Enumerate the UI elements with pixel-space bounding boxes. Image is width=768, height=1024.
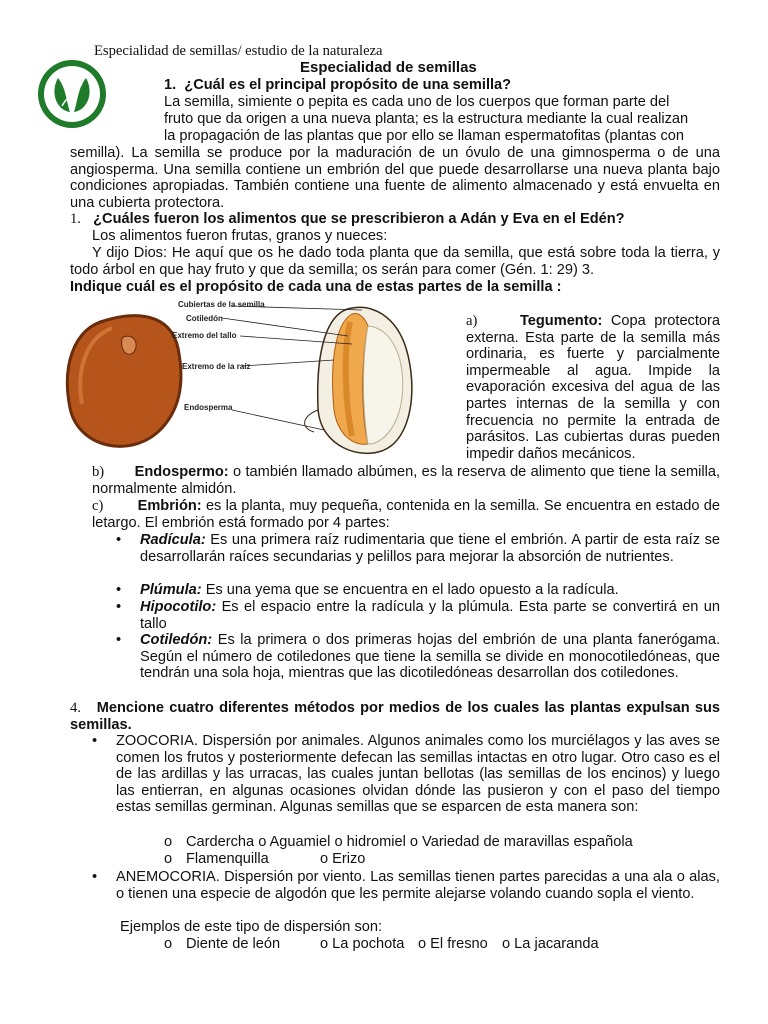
question-4-number: 4. <box>70 700 81 716</box>
question-4 <box>70 700 720 733</box>
question-1 <box>164 77 511 94</box>
plumula-term: Plúmula: <box>140 582 202 598</box>
part-b-term: Endospermo: <box>134 464 229 480</box>
zoocoria-example-1-text: Cardercha o Aguamiel o hidromiel o Variedad de maravillas española <box>186 834 633 850</box>
question-3: Indique cuál es el propósito de cada una de estas partes de la semilla : <box>70 279 562 295</box>
part-c-line <box>92 498 720 531</box>
document-title: Especialidad de semillas <box>300 59 477 76</box>
circle-bullet-icon: o <box>164 936 173 952</box>
question-1-number: 1. <box>164 77 177 93</box>
circle-bullet-icon: o <box>164 834 173 850</box>
zoocoria-example-2 <box>164 851 366 868</box>
bullet-icon: • <box>116 532 122 548</box>
answer-1-line-3: la propagación de las plantas que por ello se llaman espermatofitas (plantas con <box>164 128 685 144</box>
anemocoria-example-4: o La jacaranda <box>502 936 599 952</box>
anemocoria-examples <box>164 936 724 953</box>
bullet-icon: • <box>92 733 98 749</box>
zoocoria-example-1 <box>164 834 633 851</box>
bullet-icon: • <box>92 869 98 885</box>
bean-seed-illustration <box>67 316 181 447</box>
bullet-icon: • <box>116 632 122 648</box>
radicula-text: Es una primera raíz rudimentaria que tiene el embrión. A partir de esta raíz se desarrollarán raíces secundarias y pelillos para mejorar la absorción de nutrientes. <box>140 532 720 565</box>
part-c-term: Embrión: <box>137 498 202 514</box>
anemocoria-text: ANEMOCORIA. Dispersión por viento. Las semillas tienen partes parecidas a una ala o alas, o tienen una especie de algodón que les permite alejarse volando cuando sopla el viento. <box>116 869 720 902</box>
question-2-text: ¿Cuáles fueron los alimentos que se prescribieron a Adán y Eva en el Edén? <box>93 211 625 227</box>
question-4-text: Mencione cuatro diferentes métodos por medios de los cuales las plantas expulsan sus semillas. <box>70 700 720 733</box>
label-stem-tip: Extremo del tallo <box>172 331 237 340</box>
anemocoria-example-3: o El fresno <box>418 936 488 952</box>
question-1-text: ¿Cuál es el principal propósito de una semilla? <box>184 77 512 93</box>
hipocotilo-term: Hipocotilo: <box>140 599 217 615</box>
zoocoria-example-2-text: Flamenquilla <box>186 851 269 867</box>
part-a-text: Copa protectora externa. Esta parte de la semilla más ordinaria, es fuerte y parcialmente impermeable al agua. Impide la evaporación excesiva del agua de las partes internas de la semilla y con frecuencia no permite la entrada de parásitos. Las cubiertas duras pueden impedir daños mecánicos. <box>466 313 721 462</box>
bullet-icon: • <box>116 599 122 615</box>
plumula-text: Es una yema que se encuentra en el lado opuesto a la radícula. <box>205 582 619 598</box>
answer-2-line-1: Los alimentos fueron frutas, granos y nueces: <box>92 228 388 244</box>
label-root-tip: Extremo de la raíz <box>182 362 251 371</box>
answer-1-line-2: fruto que da origen a una nueva planta; es la estructura mediante la cual realizan <box>164 111 689 127</box>
radicula-term: Radícula: <box>140 532 206 548</box>
part-b-line-1 <box>92 464 720 497</box>
corn-seed-illustration <box>305 307 412 453</box>
anemocoria-example-1: Diente de león <box>186 936 281 952</box>
cotiledon-text: Es la primera o dos primeras hojas del embrión de una planta fanerógama. Según el número de cotiledones que tiene la semilla se divide en monocotiledóneas, que tendrán una sola hoja, mientras que las dicotiledóneas desarrollan dos cotiledones. <box>140 632 720 682</box>
hipocotilo-text: Es el espacio entre la radícula y la plúmula. Esta parte se convertirá en un tallo <box>140 599 720 632</box>
anemocoria-example-2: o La pochota <box>320 936 405 952</box>
answer-2-line-2: Y dijo Dios: He aquí que os he dado toda planta que da semilla, que está sobre toda la tierra, y todo árbol en que hay fruto y que da semilla; os serán para comer (Gén. 1: 29) 3. <box>70 245 720 278</box>
part-c-text: es la planta, muy pequeña, contenida en la semilla. Se encuentra en estado de letargo. El embrión está formado por 4 partes: <box>92 498 720 531</box>
part-a-letter: a) <box>466 313 478 329</box>
cotiledon-term: Cotiledón: <box>140 632 213 648</box>
answer-1-continuation: semilla). La semilla se produce por la maduración de un óvulo de una gimnosperma o de una angiosperma. Una semilla contiene un embrión del que puede desarrollarse una nueva planta bajo condiciones apropiadas. También contiene una fuente de alimento almacenado y está envuelta en una cubierta protectora. <box>70 145 720 211</box>
part-a-tegumento <box>466 313 720 462</box>
part-a-term: Tegumento: <box>519 313 603 329</box>
label-endosperm: Endosperma <box>184 403 233 412</box>
seed-logo-icon <box>36 58 108 130</box>
part-b-text: o también llamado albúmen, es la reserva de alimento que tiene la semilla, normalmente almidón. <box>92 464 721 497</box>
document-header: Especialidad de semillas/ estudio de la naturaleza <box>94 43 383 59</box>
part-b-letter: b) <box>92 464 105 480</box>
question-2-number: 1. <box>70 211 81 227</box>
label-seed-coat: Cubiertas de la semilla <box>178 300 265 309</box>
bullet-icon: • <box>116 582 122 598</box>
seed-diagram <box>62 298 452 463</box>
zoocoria-text: ZOOCORIA. Dispersión por animales. Algunos animales como los murciélagos y las aves se comen los frutos y posteriormente defecan las semillas intactas en otro lugar. Otro caso es el de las ardillas y las urracas, las cuales juntan bellotas (las semillas de los encinos) y luego las entierran, en algunas ocasiones olvidan dónde las pusieron y con el paso del tiempo estas semillas germinan. Algunas semillas que se esparcen de esta manera son: <box>116 733 720 816</box>
part-c-letter: c) <box>92 498 104 514</box>
answer-1-line-1: La semilla, simiente o pepita es cada uno de los cuerpos que forman parte del <box>164 94 670 110</box>
circle-bullet-icon: o <box>164 851 173 867</box>
zoocoria-example-3-text: o Erizo <box>320 851 366 867</box>
anemocoria-intro: Ejemplos de este tipo de dispersión son: <box>120 919 383 935</box>
question-2 <box>70 211 720 228</box>
label-cotyledon: Cotiledón <box>186 314 223 323</box>
